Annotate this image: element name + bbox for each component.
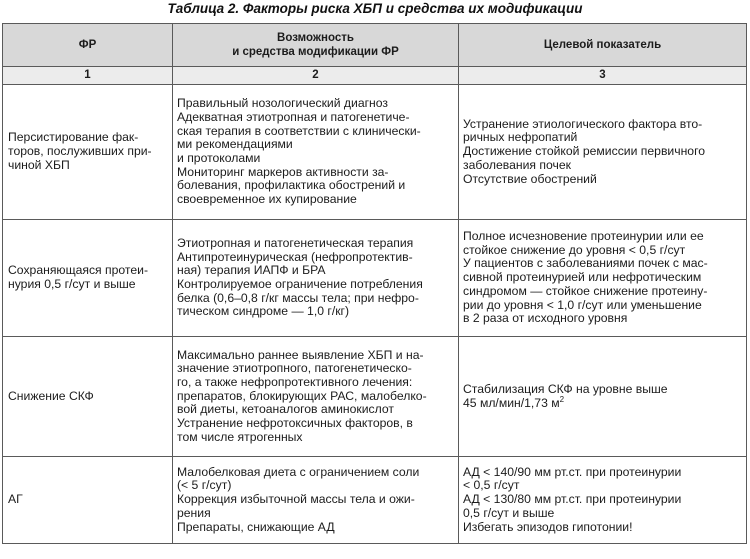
text-line: чиной ХБП	[8, 157, 70, 172]
text-line: Сохраняющаяся протеи-	[8, 263, 149, 278]
text-line: Этиотропная и патогенетическая терапия	[177, 235, 414, 250]
text-line: синдромом — стойкое снижение протеину-	[463, 283, 708, 298]
text-line: < 0,5 г/сут	[463, 478, 520, 493]
table-row	[3, 337, 747, 457]
header-means	[173, 24, 459, 67]
text-line: Максимально раннее выявление ХБП и на-	[177, 347, 424, 362]
text-line: своевременное их купирование	[177, 192, 357, 207]
column-number: 2	[173, 67, 459, 85]
text-line: Устранение этиологического фактора вто-	[463, 116, 703, 131]
text-line: ская терапия в соответствии с клинически-	[177, 123, 421, 138]
target-cell	[459, 457, 747, 544]
table-row	[3, 220, 747, 337]
table-caption: Таблица 2. Факторы риска ХБП и средства их модификации	[167, 1, 583, 16]
text-line: Избегать эпизодов гипотонии!	[463, 519, 633, 534]
header-target: Целевой показатель	[459, 24, 747, 67]
text-line: го, а также нефропротективного лечения:	[177, 374, 413, 389]
text-line: АД < 130/80 мм рт.ст. при протеинурии	[463, 492, 682, 507]
header-means-line: и средства модификации ФР	[232, 46, 399, 58]
risk-factor-cell	[3, 457, 173, 544]
text-line: значение этиотропного, патогенетическо-	[177, 361, 412, 376]
table-row	[3, 85, 747, 220]
means-cell	[173, 457, 459, 544]
target-cell	[459, 85, 747, 220]
header-fr: ФР	[3, 24, 173, 67]
text-line: АД < 140/90 мм рт.ст. при протеинурии	[463, 464, 682, 479]
column-number: 1	[3, 67, 173, 85]
text-line: стойкое снижение до уровня < 0,5 г/сут	[463, 242, 686, 257]
text-line: торов, послуживших при-	[8, 144, 152, 159]
text-line: Адекватная этиотропная и патогенетиче-	[177, 109, 410, 124]
text-line: заболевания почек	[463, 157, 571, 172]
text-line: Правильный нозологический диагноз	[177, 96, 389, 111]
text-line: 0,5 г/сут и выше	[463, 505, 555, 520]
text-line: рии до уровня < 1,0 г/сут или уменьшение	[463, 297, 702, 312]
text-line: в 2 раза от исходного уровня	[463, 311, 628, 326]
text-line: тическом синдроме — 1,0 г/кг)	[177, 304, 350, 319]
table-row	[3, 457, 747, 544]
means-cell	[173, 337, 459, 457]
text-line: Отсутствие обострений	[463, 171, 597, 186]
text-line: Стабилизация СКФ на уровне выше	[463, 381, 668, 396]
text-line: рения	[177, 505, 211, 520]
text-line: сивной протеинурией или нефротическим	[463, 270, 702, 285]
text-line: Контролируемое ограничение потребления	[177, 277, 423, 291]
text-line: том числе ятрогенных	[177, 429, 303, 444]
header-means-line: Возможность	[277, 32, 354, 44]
text-line: ричных нефропатий	[463, 130, 578, 145]
text-line: АГ	[8, 492, 23, 507]
text-line: болевания, профилактика обострений и	[177, 178, 406, 193]
text-line: нурия 0,5 г/сут и выше	[8, 277, 136, 291]
text-line: Коррекция избыточной массы тела и ожи-	[177, 492, 415, 507]
column-number: 3	[459, 67, 747, 85]
text-line: У пациентов с заболеваниями почек с мас-	[463, 256, 708, 271]
text-line: Устранение нефротоксичных факторов, в	[177, 416, 413, 431]
text-line: Малобелковая диета с ограничением соли	[177, 464, 420, 479]
text-line: Персистирование фак-	[8, 130, 139, 145]
risk-factors-table	[2, 23, 747, 544]
table-header-row	[3, 24, 747, 67]
text-line: Мониторинг маркеров активности за-	[177, 164, 389, 179]
risk-factor-cell	[3, 337, 173, 457]
text-line	[463, 394, 742, 411]
column-number-row	[3, 67, 747, 85]
text-line: вой диеты, кетоаналогов аминокислот	[177, 402, 394, 417]
risk-factor-cell	[3, 220, 173, 337]
risk-factor-cell	[3, 85, 173, 220]
text-line: ная) терапия ИАПФ и БРА	[177, 263, 326, 278]
text-line: Снижение СКФ	[8, 388, 94, 403]
text-line: Полное исчезновение протеинурии или ее	[463, 229, 704, 244]
text-line: (< 5 г/сут)	[177, 478, 232, 493]
gfr-unit-superscript: 2	[559, 394, 565, 404]
text-line: Препараты, снижающие АД	[177, 519, 335, 534]
gfr-value: 45 мл/мин/1,73 м	[463, 395, 560, 410]
text-line: Антипротеинурическая (нефропротектив-	[177, 249, 413, 264]
means-cell	[173, 220, 459, 337]
means-cell	[173, 85, 459, 220]
target-cell	[459, 337, 747, 457]
target-cell	[459, 220, 747, 337]
text-line: препаратов, блокирующих РАС, малобелко-	[177, 388, 427, 403]
text-line: Достижение стойкой ремиссии первичного	[463, 144, 706, 159]
text-line: ми рекомендациями	[177, 137, 293, 152]
text-line: и протоколами	[177, 151, 261, 165]
text-line: белка (0,6–0,8 г/кг массы тела; при нефро-	[177, 290, 419, 305]
